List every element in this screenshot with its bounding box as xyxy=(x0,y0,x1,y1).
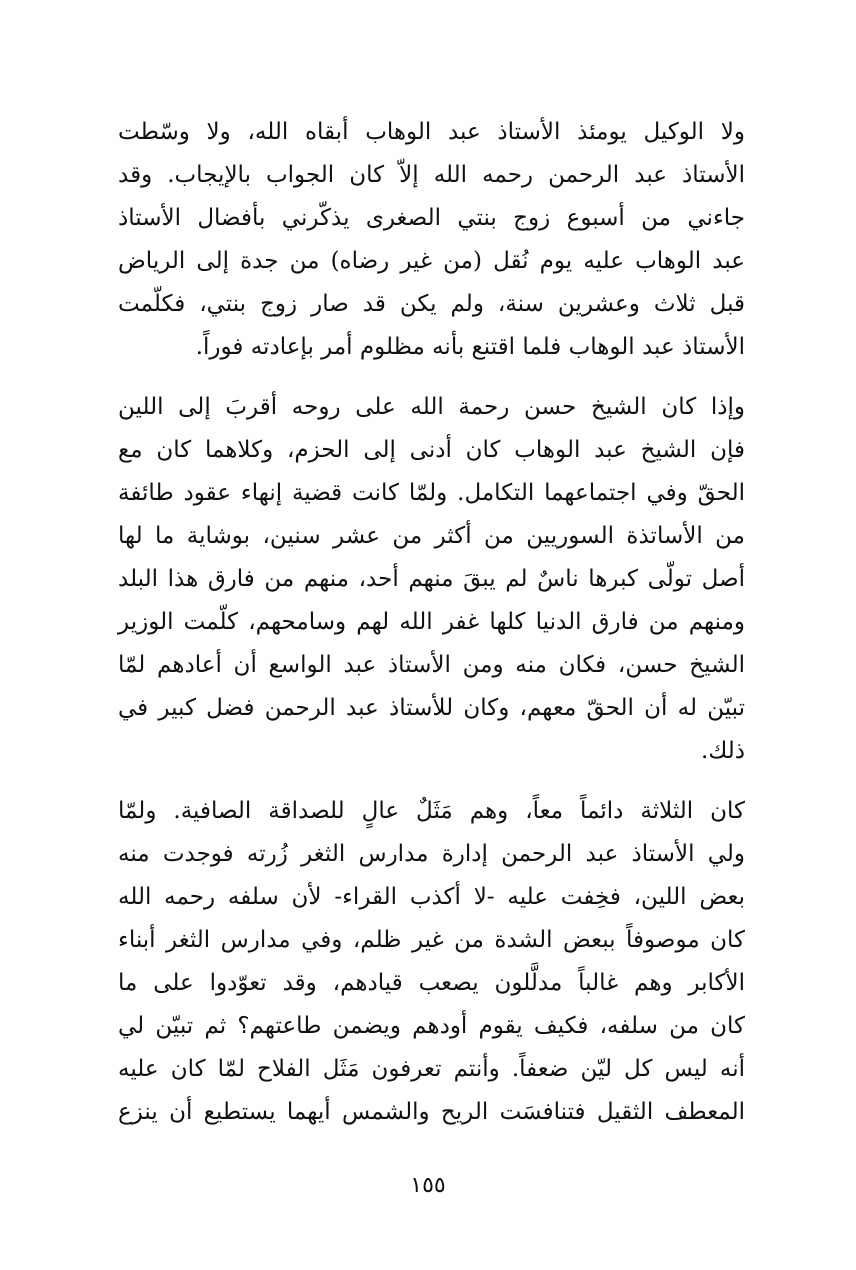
text-line: كان من سلفه، فكيف يقوم أودهم ويضمن طاعتهم؟ ثم تبيّن لي xyxy=(118,1013,745,1039)
page-number: ١٥٥ xyxy=(410,1173,446,1198)
text-line: وإذا كان الشيخ حسن رحمة الله على روحه أقربَ إلى اللين xyxy=(118,394,745,420)
text-line: قبل ثلاث وعشرين سنة، ولم يكن قد صار زوج بنتي، فكلّمت xyxy=(118,291,745,317)
text-line: ولا الوكيل يومئذ الأستاذ عبد الوهاب أبقاه الله، ولا وسّطت xyxy=(118,119,745,145)
text-line: الشيخ حسن، فكان منه ومن الأستاذ عبد الواسع أن أعادهم لمّا xyxy=(118,652,745,678)
text-line: الأستاذ عبد الوهاب فلما اقتنع بأنه مظلوم أمر بإعادته فوراً. xyxy=(195,334,745,360)
text-line: ولي الأستاذ عبد الرحمن إدارة مدارس الثغر زُرته فوجدت منه xyxy=(118,841,745,867)
text-line: عبد الوهاب عليه يوم نُقل (من غير رضاه) من جدة إلى الرياض xyxy=(118,248,745,274)
text-line: الحقّ وفي اجتماعهما التكامل. ولمّا كانت قضية إنهاء عقود طائفة xyxy=(118,480,745,506)
paragraph-2 xyxy=(118,386,745,773)
text-line: المعطف الثقيل فتنافسَت الريح والشمس أيهما يستطيع أن ينزع xyxy=(118,1099,745,1125)
text-line: أصل تولّى كبرها ناسٌ لم يبقَ منهم أحد، منهم من فارق هذا البلد xyxy=(118,566,745,592)
text-line: ذلك. xyxy=(701,738,745,764)
text-line: أنه ليس كل ليّن ضعفاً. وأنتم تعرفون مَثَل الفلاح لمّا كان عليه xyxy=(118,1056,745,1082)
paragraph-3 xyxy=(118,790,745,1134)
text-line: بعض اللين، فخِفت عليه -لا أكذب القراء- لأن سلفه رحمه الله xyxy=(118,884,745,910)
text-line: ومنهم من فارق الدنيا كلها غفر الله لهم وسامحهم، كلّمت الوزير xyxy=(118,609,745,635)
text-line: جاءني من أسبوع زوج بنتي الصغرى يذكّرني بأفضال الأستاذ xyxy=(118,205,745,231)
text-line: الأكابر وهم غالباً مدلَّلون يصعب قيادهم، وقد تعوّدوا على ما xyxy=(118,970,745,996)
text-line: كان الثلاثة دائماً معاً، وهم مَثَلٌ عالٍ للصداقة الصافية. ولمّا xyxy=(118,798,745,824)
text-line: فإن الشيخ عبد الوهاب كان أدنى إلى الحزم، وكلاهما كان مع xyxy=(118,437,745,463)
paragraph-1 xyxy=(118,111,745,369)
text-line: كان موصوفاً ببعض الشدة من غير ظلم، وفي مدارس الثغر أبناء xyxy=(118,927,745,953)
text-line: تبيّن له أن الحقّ معهم، وكان للأستاذ عبد الرحمن فضل كبير في xyxy=(118,695,745,721)
text-line: من الأساتذة السوريين من أكثر من عشر سنين، بوشاية ما لها xyxy=(118,523,745,549)
text-line: الأستاذ عبد الرحمن رحمه الله إلاّ كان الجواب بالإيجاب. وقد xyxy=(118,162,745,188)
